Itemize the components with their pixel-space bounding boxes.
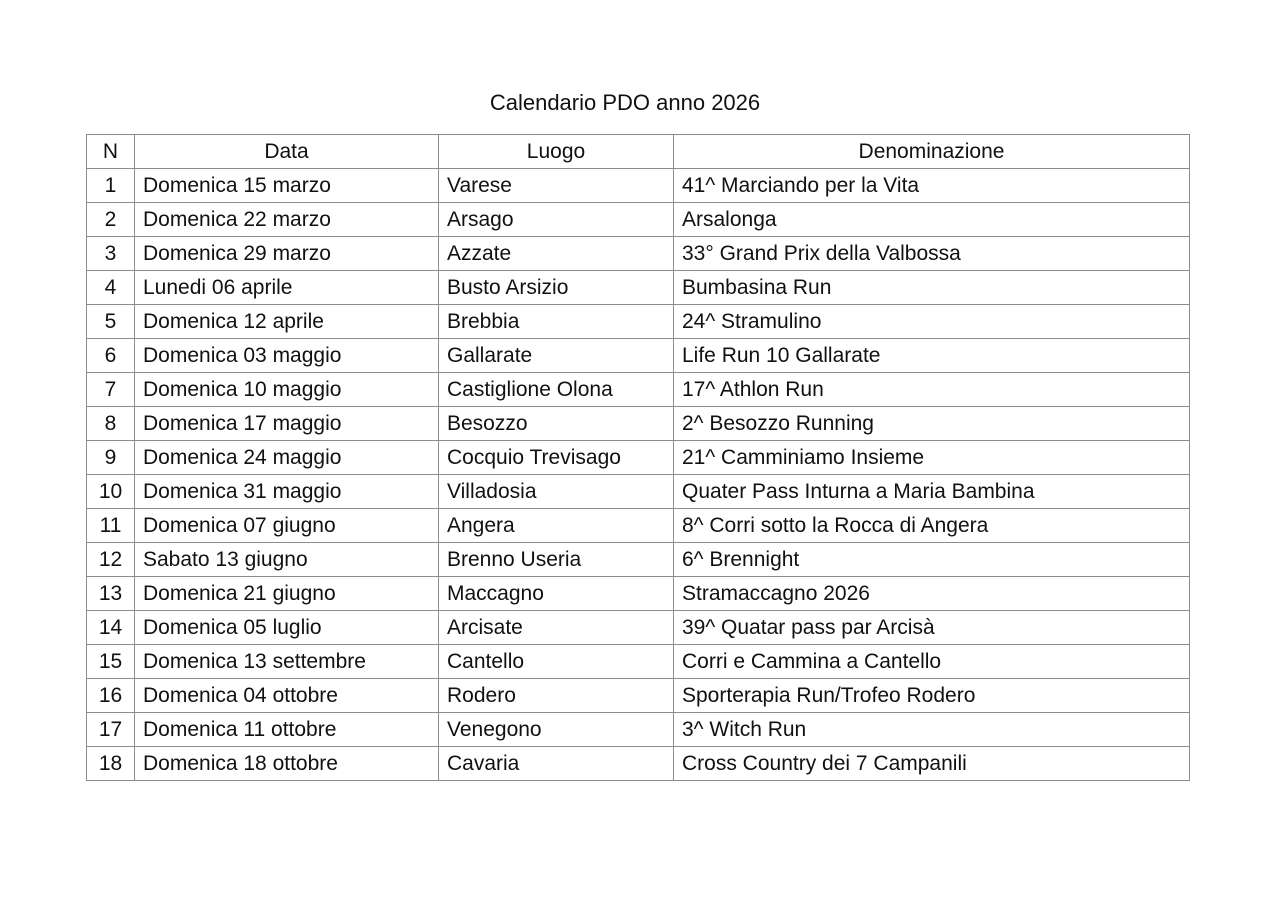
cell-date: Domenica 24 maggio (135, 441, 439, 475)
cell-place: Venegono (439, 713, 674, 747)
cell-place: Angera (439, 509, 674, 543)
table-row (87, 169, 1190, 203)
cell-date: Domenica 21 giugno (135, 577, 439, 611)
table-body (87, 169, 1190, 781)
cell-event-name: Quater Pass Inturna a Maria Bambina (674, 475, 1190, 509)
cell-number: 15 (87, 645, 135, 679)
header-denominazione: Denominazione (674, 135, 1190, 169)
cell-number: 7 (87, 373, 135, 407)
header-n: N (87, 135, 135, 169)
cell-place: Varese (439, 169, 674, 203)
cell-number: 8 (87, 407, 135, 441)
cell-number: 4 (87, 271, 135, 305)
cell-place: Arsago (439, 203, 674, 237)
cell-place: Maccagno (439, 577, 674, 611)
table-header-row (87, 135, 1190, 169)
cell-date: Domenica 05 luglio (135, 611, 439, 645)
cell-date: Domenica 29 marzo (135, 237, 439, 271)
cell-event-name: Arsalonga (674, 203, 1190, 237)
header-luogo: Luogo (439, 135, 674, 169)
cell-date: Domenica 13 settembre (135, 645, 439, 679)
cell-number: 3 (87, 237, 135, 271)
cell-place: Arcisate (439, 611, 674, 645)
table-row (87, 237, 1190, 271)
cell-event-name: 41^ Marciando per la Vita (674, 169, 1190, 203)
cell-number: 14 (87, 611, 135, 645)
table-row (87, 679, 1190, 713)
cell-date: Domenica 03 maggio (135, 339, 439, 373)
cell-date: Domenica 07 giugno (135, 509, 439, 543)
cell-event-name: 2^ Besozzo Running (674, 407, 1190, 441)
cell-date: Domenica 11 ottobre (135, 713, 439, 747)
cell-event-name: 8^ Corri sotto la Rocca di Angera (674, 509, 1190, 543)
cell-date: Domenica 22 marzo (135, 203, 439, 237)
cell-place: Cocquio Trevisago (439, 441, 674, 475)
cell-number: 17 (87, 713, 135, 747)
cell-number: 10 (87, 475, 135, 509)
header-data: Data (135, 135, 439, 169)
cell-place: Cavaria (439, 747, 674, 781)
cell-event-name: 33° Grand Prix della Valbossa (674, 237, 1190, 271)
page-title: Calendario PDO anno 2026 (489, 90, 761, 115)
table-row (87, 509, 1190, 543)
cell-place: Villadosia (439, 475, 674, 509)
table-row (87, 645, 1190, 679)
cell-number: 11 (87, 509, 135, 543)
table-row (87, 747, 1190, 781)
cell-event-name: 17^ Athlon Run (674, 373, 1190, 407)
cell-event-name: Sporterapia Run/Trofeo Rodero (674, 679, 1190, 713)
cell-event-name: 6^ Brennight (674, 543, 1190, 577)
cell-date: Domenica 10 maggio (135, 373, 439, 407)
table-row (87, 611, 1190, 645)
cell-number: 13 (87, 577, 135, 611)
cell-date: Domenica 31 maggio (135, 475, 439, 509)
cell-date: Lunedi 06 aprile (135, 271, 439, 305)
table-row (87, 577, 1190, 611)
table-row (87, 543, 1190, 577)
cell-number: 6 (87, 339, 135, 373)
cell-date: Domenica 17 maggio (135, 407, 439, 441)
cell-date: Domenica 18 ottobre (135, 747, 439, 781)
cell-event-name: Bumbasina Run (674, 271, 1190, 305)
cell-date: Sabato 13 giugno (135, 543, 439, 577)
cell-event-name: 21^ Camminiamo Insieme (674, 441, 1190, 475)
table-row (87, 339, 1190, 373)
cell-number: 18 (87, 747, 135, 781)
cell-place: Brenno Useria (439, 543, 674, 577)
cell-number: 5 (87, 305, 135, 339)
table-row (87, 713, 1190, 747)
cell-number: 1 (87, 169, 135, 203)
cell-place: Rodero (439, 679, 674, 713)
cell-place: Gallarate (439, 339, 674, 373)
cell-event-name: 39^ Quatar pass par Arcisà (674, 611, 1190, 645)
cell-number: 2 (87, 203, 135, 237)
table-row (87, 475, 1190, 509)
cell-place: Azzate (439, 237, 674, 271)
table-row (87, 407, 1190, 441)
cell-date: Domenica 12 aprile (135, 305, 439, 339)
table-row (87, 271, 1190, 305)
cell-event-name: Stramaccagno 2026 (674, 577, 1190, 611)
table-row (87, 373, 1190, 407)
table-row (87, 305, 1190, 339)
cell-number: 16 (87, 679, 135, 713)
cell-place: Castiglione Olona (439, 373, 674, 407)
cell-event-name: 3^ Witch Run (674, 713, 1190, 747)
cell-event-name: Cross Country dei 7 Campanili (674, 747, 1190, 781)
cell-place: Cantello (439, 645, 674, 679)
cell-number: 9 (87, 441, 135, 475)
cell-date: Domenica 04 ottobre (135, 679, 439, 713)
cell-number: 12 (87, 543, 135, 577)
cell-place: Besozzo (439, 407, 674, 441)
calendar-table (86, 134, 1190, 781)
cell-place: Busto Arsizio (439, 271, 674, 305)
cell-date: Domenica 15 marzo (135, 169, 439, 203)
table-row (87, 203, 1190, 237)
cell-event-name: 24^ Stramulino (674, 305, 1190, 339)
cell-place: Brebbia (439, 305, 674, 339)
cell-event-name: Corri e Cammina a Cantello (674, 645, 1190, 679)
table-row (87, 441, 1190, 475)
cell-event-name: Life Run 10 Gallarate (674, 339, 1190, 373)
